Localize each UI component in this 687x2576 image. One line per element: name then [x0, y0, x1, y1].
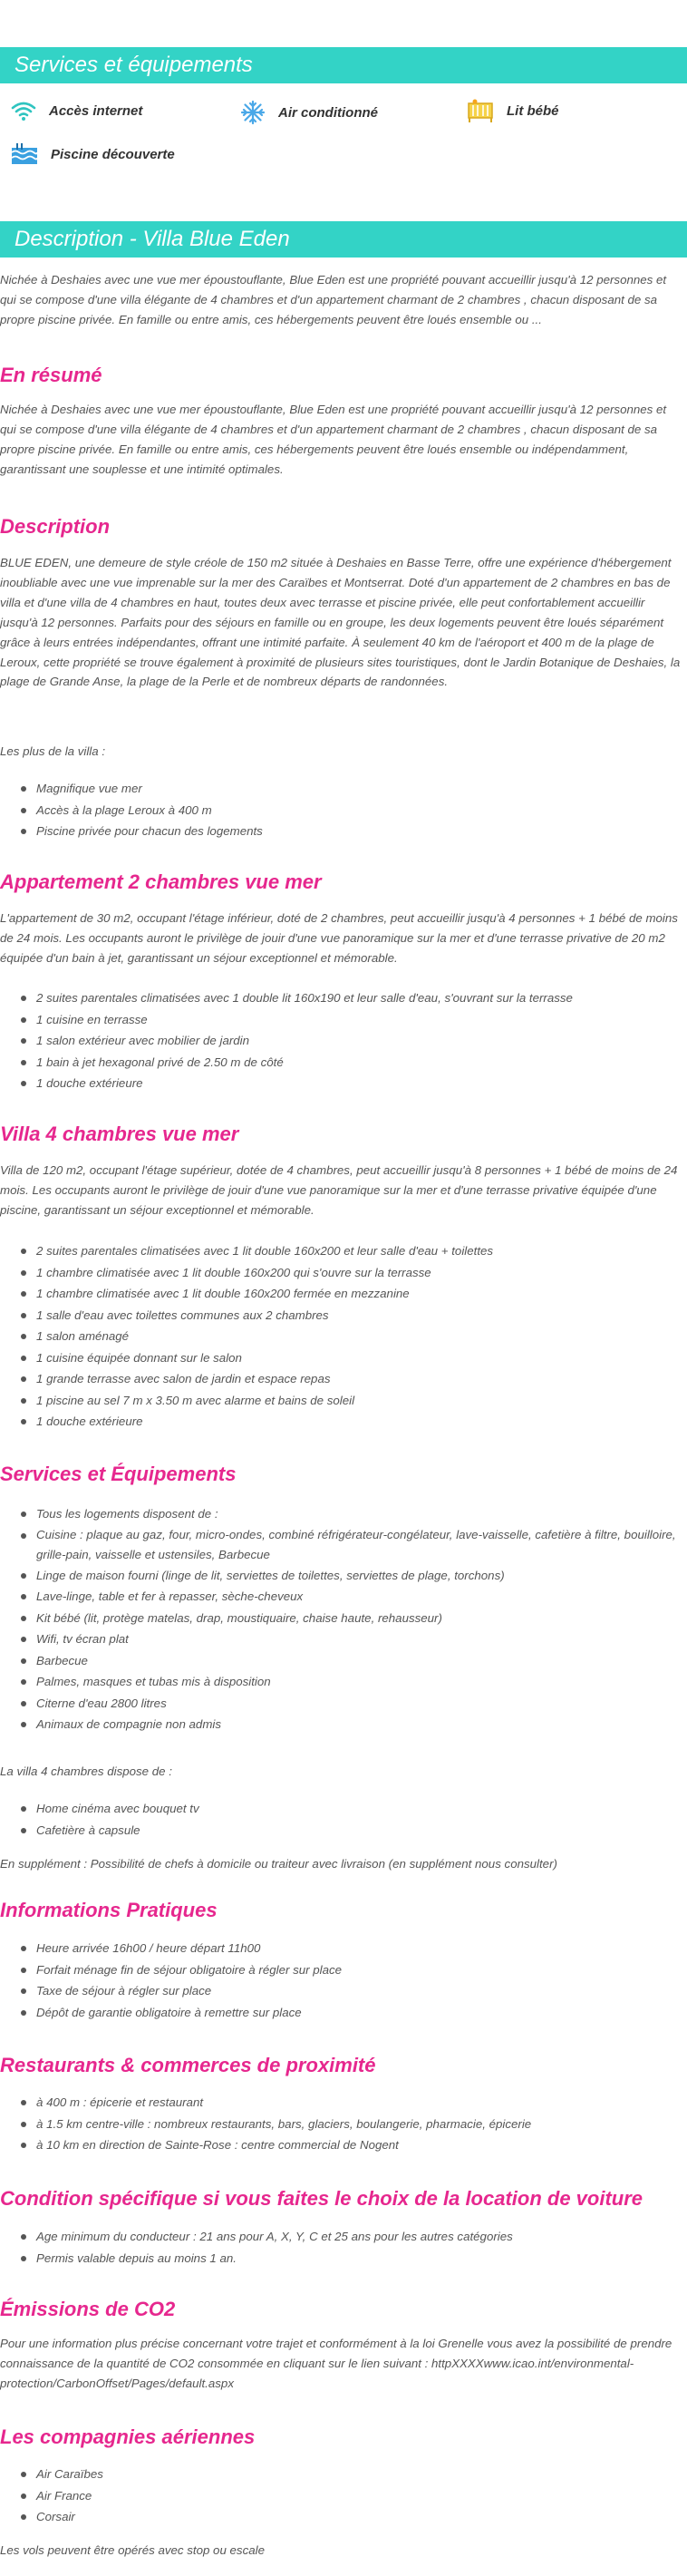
- list-item: 2 suites parentales climatisées avec 1 lit double 160x200 et leur salle d'eau + toilettes: [36, 1240, 687, 1262]
- supplement-text: En supplément : Possibilité de chefs à domicile ou traiteur avec livraison (en supplément nous consulter): [0, 1857, 557, 1871]
- infos-heading: Informations Pratiques: [0, 1899, 218, 1921]
- services-heading: Services et Équipements: [0, 1463, 237, 1485]
- list-item: Palmes, masques et tubas mis à disposition: [36, 1671, 687, 1693]
- list-item: Air France: [36, 2485, 687, 2507]
- resume-text: Nichée à Deshaies avec une vue mer époustouflante, Blue Eden est une propriété pouvant accueillir jusqu'à 12 personnes et qui se compose d'une villa élégante de 4 chambres et d'un appartement charmant de 2 chambres , chacun disposant de sa propre piscine privée. En famille ou entre amis, ces hébergements peuvent être loués ensemble ou indépendamment, garantissant une souplesse et une intimité optimales.: [0, 403, 667, 476]
- list-item: Linge de maison fourni (linge de lit, serviettes de toilettes, serviettes de plage, torchons): [36, 1565, 687, 1587]
- list-item: Cafetière à capsule: [36, 1820, 687, 1842]
- list-item: 1 douche extérieure: [36, 1073, 687, 1094]
- list-item: Tous les logements disposent de :: [36, 1503, 687, 1525]
- list-item: Barbecue: [36, 1650, 687, 1672]
- list-item: Forfait ménage fin de séjour obligatoire à régler sur place: [36, 1959, 687, 1981]
- restaurants-heading: Restaurants & commerces de proximité: [0, 2054, 376, 2076]
- list-item: Accès à la plage Leroux à 400 m: [36, 800, 687, 821]
- appartement-list: [0, 987, 687, 1094]
- wifi-icon: [11, 100, 36, 122]
- villa-list: [0, 1240, 687, 1433]
- list-item: 1 salon extérieur avec mobilier de jardin: [36, 1030, 687, 1052]
- list-item: Air Caraïbes: [36, 2464, 687, 2485]
- compagnies-heading: Les compagnies aériennes: [0, 2425, 256, 2448]
- snowflake-icon: [240, 100, 266, 125]
- list-item: Heure arrivée 16h00 / heure départ 11h00: [36, 1938, 687, 1959]
- list-item: Lave-linge, table et fer à repasser, sèche-cheveux: [36, 1586, 687, 1608]
- list-item: Citerne d'eau 2800 litres: [36, 1693, 687, 1715]
- description-text: BLUE EDEN, une demeure de style créole de 150 m2 située à Deshaies en Basse Terre, offre une expérience d'hébergement inoubliable avec une vue imprenable sur la mer des Caraïbes et Montserrat. Doté d'un appartement de 2 chambres en bas de villa et d'une villa de 4 chambres en haut, toutes deux avec terrasse et piscine privée, elle peut confortablement accueillir jusqu'à 12 personnes. Parfaits pour des séjours en famille ou en groupe, les deux logements peuvent être loués séparément grâce à leurs entrées indépendantes, offrant une intimité parfaite. À seulement 40 km de l'aéroport et 400 m de la plage de Leroux, cette propriété se trouve également à proximité de plusieurs sites touristiques, dont le Jardin Botanique de Deshaies, la plage de Grande Anse, la plage de la Perle et de nombreux départs de randonnées.: [0, 556, 681, 689]
- crib-icon: [467, 98, 494, 123]
- amenity-label: Air conditionné: [278, 104, 378, 121]
- villa-dispose-list: [0, 1798, 687, 1841]
- list-item: à 10 km en direction de Sainte-Rose : centre commercial de Nogent: [36, 2134, 687, 2156]
- list-item: 1 chambre climatisée avec 1 lit double 160x200 qui s'ouvre sur la terrasse: [36, 1262, 687, 1284]
- amenity-aircon: [240, 100, 378, 125]
- list-item: 1 salle d'eau avec toilettes communes aux 2 chambres: [36, 1305, 687, 1327]
- list-item: 1 douche extérieure: [36, 1411, 687, 1433]
- amenity-internet: [11, 100, 142, 122]
- list-item: Animaux de compagnie non admis: [36, 1714, 687, 1735]
- services-list: [0, 1503, 687, 1735]
- amenity-crib: [467, 98, 559, 123]
- compagnies-note: Les vols peuvent être opérés avec stop ou escale: [0, 2543, 265, 2557]
- list-item: Kit bébé (lit, protège matelas, drap, moustiquaire, chaise haute, rehausseur): [36, 1608, 687, 1629]
- appartement-heading: Appartement 2 chambres vue mer: [0, 870, 322, 893]
- list-item: 1 salon aménagé: [36, 1326, 687, 1347]
- voiture-heading: Condition spécifique si vous faites le choix de la location de voiture: [0, 2187, 643, 2210]
- resume-heading: En résumé: [0, 364, 102, 386]
- list-item: Magnifique vue mer: [36, 778, 687, 800]
- description-bar-title: Description - Villa Blue Eden: [15, 227, 290, 251]
- list-item: 2 suites parentales climatisées avec 1 double lit 160x190 et leur salle d'eau, s'ouvrant sur la terrasse: [36, 987, 687, 1009]
- amenity-pool: [11, 142, 175, 166]
- co2-text: Pour une information plus précise concernant votre trajet et conformément à la loi Grenelle vous avez la possibilité de prendre connaissance de la quantité de CO2 consommée en cliquant sur le lien suivant : httpXXXXwww.icao.int/environmental-protection/CarbonOffset/Pages/default.aspx: [0, 2337, 672, 2390]
- restaurants-list: [0, 2092, 687, 2156]
- list-item: Cuisine : plaque au gaz, four, micro-ondes, combiné réfrigérateur-congélateur, lave-vaisselle, cafetière à filtre, bouilloire, grille-pain, vaisselle et ustensiles, Barbecue: [36, 1525, 687, 1565]
- list-item: Corsair: [36, 2506, 687, 2528]
- amenity-label: Piscine découverte: [51, 146, 175, 162]
- list-item: Age minimum du conducteur : 21 ans pour A, X, Y, C et 25 ans pour les autres catégories: [36, 2226, 687, 2248]
- list-item: 1 chambre climatisée avec 1 lit double 160x200 fermée en mezzanine: [36, 1283, 687, 1305]
- plus-label: Les plus de la villa :: [0, 744, 106, 758]
- villa-heading: Villa 4 chambres vue mer: [0, 1123, 239, 1145]
- list-item: Dépôt de garantie obligatoire à remettre sur place: [36, 2002, 687, 2024]
- infos-list: [0, 1938, 687, 2023]
- list-item: 1 piscine au sel 7 m x 3.50 m avec alarme et bains de soleil: [36, 1390, 687, 1412]
- list-item: à 400 m : épicerie et restaurant: [36, 2092, 687, 2114]
- description-heading: Description: [0, 515, 111, 538]
- intro-text: Nichée à Deshaies avec une vue mer époustouflante, Blue Eden est une propriété pouvant accueillir jusqu'à 12 personnes et qui se compose d'une villa élégante de 4 chambres et d'un appartement charmant de 2 chambres , chacun disposant de sa propre piscine privée. En famille ou entre amis, ces hébergements peuvent être loués ensemble ou ...: [0, 273, 667, 326]
- compagnies-list: [0, 2464, 687, 2528]
- list-item: Taxe de séjour à régler sur place: [36, 1980, 687, 2002]
- plus-list: [0, 778, 687, 842]
- pool-icon: [11, 142, 38, 166]
- services-bar: [0, 47, 687, 83]
- description-bar: [0, 221, 687, 258]
- list-item: Permis valable depuis au moins 1 an.: [36, 2248, 687, 2270]
- amenity-label: Accès internet: [49, 102, 143, 119]
- list-item: Piscine privée pour chacun des logements: [36, 821, 687, 842]
- appartement-text: L'appartement de 30 m2, occupant l'étage inférieur, doté de 2 chambres, peut accueillir jusqu'à 4 personnes + 1 bébé de moins de 24 mois. Les occupants auront le privilège de jouir d'une vue panoramique sur la mer et d'une terrasse privative de 20 m2 équipée d'un bain à jet, garantissant un séjour exceptionnel et mémorable.: [0, 911, 678, 965]
- amenity-label: Lit bébé: [507, 102, 559, 119]
- villa-text: Villa de 120 m2, occupant l'étage supérieur, dotée de 4 chambres, peut accueillir jusqu'à 8 personnes + 1 bébé de moins de 24 mois. Les occupants auront le privilège de jouir d'une vue panoramique sur la mer et d'une terrasse privative équipée d'une piscine, garantissant un séjour exceptionnel et mémorable.: [0, 1163, 678, 1217]
- list-item: 1 grande terrasse avec salon de jardin et espace repas: [36, 1368, 687, 1390]
- co2-heading: Émissions de CO2: [0, 2298, 176, 2320]
- voiture-list: [0, 2226, 687, 2269]
- list-item: 1 cuisine équipée donnant sur le salon: [36, 1347, 687, 1369]
- list-item: Home cinéma avec bouquet tv: [36, 1798, 687, 1820]
- services-bar-title: Services et équipements: [15, 53, 253, 77]
- list-item: 1 bain à jet hexagonal privé de 2.50 m de côté: [36, 1052, 687, 1074]
- villa-dispose-label: La villa 4 chambres dispose de :: [0, 1764, 172, 1778]
- list-item: à 1.5 km centre-ville : nombreux restaurants, bars, glaciers, boulangerie, pharmacie, épicerie: [36, 2114, 687, 2135]
- list-item: 1 cuisine en terrasse: [36, 1009, 687, 1031]
- list-item: Wifi, tv écran plat: [36, 1628, 687, 1650]
